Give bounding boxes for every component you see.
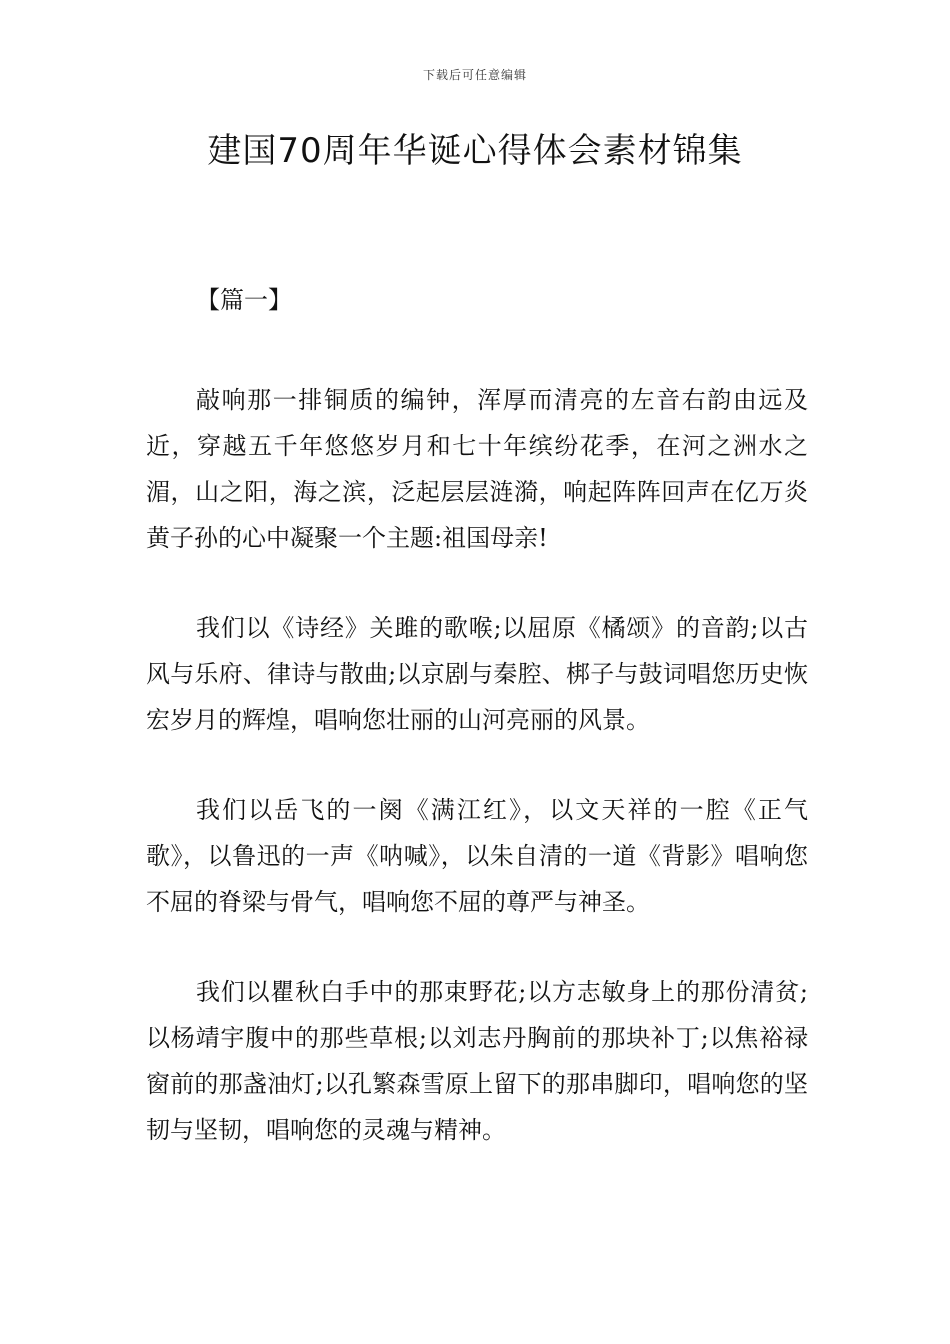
paragraph: 我们以《诗经》关雎的歌喉;以屈原《橘颂》的音韵;以古风与乐府、律诗与散曲;以京剧与秦腔、梆子与鼓词唱您历史恢宏岁月的辉煌，唱响您壮丽的山河亮丽的风景。 — [146, 614, 808, 734]
section-label: 【篇一】 — [196, 286, 292, 314]
paragraph: 我们以岳飞的一阕《满江红》，以文天祥的一腔《正气歌》，以鲁迅的一声《呐喊》，以朱自清的一道《背影》唱响您不屈的脊梁与骨气，唱响您不屈的尊严与神圣。 — [146, 796, 808, 916]
paragraph: 我们以瞿秋白手中的那束野花;以方志敏身上的那份清贫;以杨靖宇腹中的那些草根;以刘志丹胸前的那块补丁;以焦裕禄窗前的那盏油灯;以孔繁森雪原上留下的那串脚印，唱响您的坚韧与坚韧，唱响您的灵魂与精神。 — [146, 978, 808, 1144]
paragraph: 敲响那一排铜质的编钟，浑厚而清亮的左音右韵由远及近，穿越五千年悠悠岁月和七十年缤纷花季，在河之洲水之湄，山之阳，海之滨，泛起层层涟漪，响起阵阵回声在亿万炎黄子孙的心中凝聚一个主题:祖国母亲! — [146, 386, 808, 552]
header-note: 下载后可任意编辑 — [422, 68, 527, 82]
body-text — [146, 377, 808, 1197]
document-title: 建国70周年华诞心得体会素材锦集 — [207, 131, 743, 171]
